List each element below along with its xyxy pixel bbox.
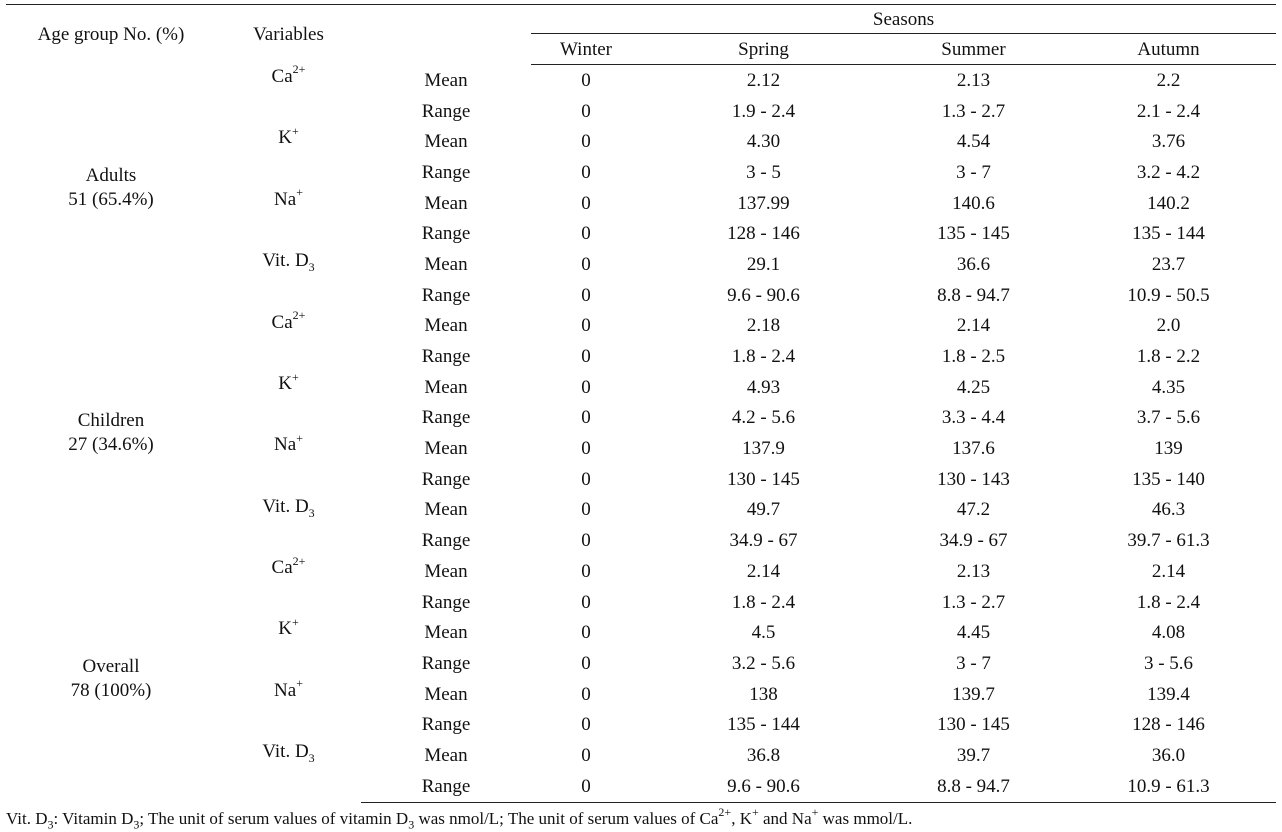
value-cell-autumn: 3.2 - 4.2 <box>1136 161 1201 183</box>
value-cell-autumn: 135 - 144 <box>1132 223 1205 245</box>
value-cell-spring: 135 - 144 <box>727 714 800 736</box>
footnote-text-3: ; The unit of serum values of vitamin D <box>139 809 409 828</box>
value-cell-summer: 130 - 143 <box>937 468 1010 490</box>
header-seasons: Seasons <box>531 5 1276 34</box>
value-cell-winter: 0 <box>581 100 591 122</box>
value-cell-summer: 39.7 <box>956 744 991 766</box>
value-cell-winter: 0 <box>581 131 591 153</box>
stat-label: Range <box>421 714 471 736</box>
value-cell-autumn: 3 - 5.6 <box>1143 652 1194 674</box>
variable-superscript: + <box>296 676 303 691</box>
stat-label: Range <box>421 346 471 368</box>
variable-label-vitd <box>216 740 361 802</box>
value-cell-autumn: 140.2 <box>1147 192 1190 214</box>
value-cell-autumn: 2.2 <box>1156 69 1181 91</box>
value-cell-spring: 128 - 146 <box>727 223 800 245</box>
value-cell-summer: 137.6 <box>952 438 995 460</box>
variable-superscript: + <box>291 369 299 384</box>
variable-base: Ca <box>271 311 293 333</box>
value-cell-summer: 8.8 - 94.7 <box>886 771 1061 802</box>
footnote-text-4: was nmol/L; The unit of serum values of Ca <box>414 809 719 828</box>
variable-label-ca <box>216 308 361 372</box>
age-group-name: Adults <box>85 164 137 186</box>
stat-label: Mean <box>424 622 468 644</box>
stat-label: Mean <box>424 315 468 337</box>
value-cell-autumn: 4.08 <box>1151 622 1186 644</box>
header-age-group: Age group No. (%) <box>6 5 216 65</box>
stat-label: Range <box>421 652 471 674</box>
stat-label: Range <box>421 407 471 429</box>
value-cell-winter: 0 <box>581 744 591 766</box>
footnote-sup-1: 2+ <box>718 805 732 820</box>
value-cell-spring: 130 - 145 <box>727 468 800 490</box>
value-cell-spring: 49.7 <box>746 499 781 521</box>
value-cell-summer: 2.13 <box>956 560 991 582</box>
variable-base: Ca <box>271 65 293 87</box>
age-group-cell <box>6 311 216 557</box>
footnote <box>6 805 1276 832</box>
value-cell-winter: 0 <box>581 315 591 337</box>
value-cell-spring: 1.8 - 2.4 <box>731 591 796 613</box>
value-cell-winter: 0 <box>581 652 591 674</box>
value-cell-winter: 0 <box>581 407 591 429</box>
stat-label: Mean <box>424 560 468 582</box>
variable-base: K <box>278 127 292 149</box>
variable-superscript: + <box>291 615 299 630</box>
value-cell-summer: 34.9 - 67 <box>939 530 1008 552</box>
variable-subscript: 3 <box>308 259 315 274</box>
age-group-name: Overall <box>82 656 140 677</box>
value-cell-autumn: 139.4 <box>1147 683 1190 705</box>
stat-label: Range <box>421 468 471 490</box>
stat-label: Range <box>421 591 471 613</box>
variable-label-k <box>216 617 361 678</box>
footnote-sub-3: 3 <box>408 817 415 832</box>
variable-label-ca <box>216 553 361 617</box>
value-cell-autumn: 3.7 - 5.6 <box>1136 407 1201 429</box>
stat-label: Range <box>421 161 471 183</box>
value-cell-winter: 0 <box>581 346 591 368</box>
value-cell-spring: 4.93 <box>746 376 781 398</box>
stat-label: Mean <box>424 744 468 766</box>
value-cell-autumn: 1.8 - 2.4 <box>1136 591 1201 613</box>
stat-label: Mean <box>424 438 468 460</box>
value-cell-winter: 0 <box>581 223 591 245</box>
value-cell-summer: 139.7 <box>952 683 995 705</box>
value-cell-summer: 130 - 145 <box>937 714 1010 736</box>
value-cell-winter: 0 <box>581 253 591 275</box>
value-cell-winter: 0 <box>581 284 591 306</box>
value-cell-spring: 1.8 - 2.4 <box>731 346 796 368</box>
variable-label-ca <box>216 62 361 127</box>
value-cell-spring: 2.12 <box>746 69 781 91</box>
stat-label: Range <box>421 223 471 245</box>
value-cell-spring: 9.6 - 90.6 <box>641 771 886 802</box>
value-cell-autumn: 46.3 <box>1151 499 1186 521</box>
variable-base: Ca <box>271 557 293 578</box>
variable-label-vitd <box>216 249 361 310</box>
stat-label: Range <box>421 530 471 552</box>
value-cell-autumn: 1.8 - 2.2 <box>1136 346 1201 368</box>
variable-base: K <box>278 372 292 394</box>
value-cell-summer: 140.6 <box>952 192 995 214</box>
value-cell-spring: 3 - 5 <box>746 161 781 183</box>
value-cell-winter: 0 <box>581 591 591 613</box>
value-cell-autumn: 36.0 <box>1151 744 1186 766</box>
value-cell-summer: 135 - 145 <box>937 223 1010 245</box>
value-cell-autumn: 23.7 <box>1151 253 1186 275</box>
value-cell-spring: 137.9 <box>742 438 785 460</box>
stat-label: Mean <box>424 192 468 214</box>
variable-base: Na <box>274 679 297 701</box>
footnote-text-5: , K <box>731 809 752 828</box>
value-cell-autumn: 139 <box>1154 438 1183 460</box>
header-stat-blank <box>361 5 531 65</box>
value-cell-autumn: 2.1 - 2.4 <box>1136 100 1201 122</box>
value-cell-spring: 137.99 <box>737 192 790 214</box>
value-cell-summer: 36.6 <box>956 253 991 275</box>
variable-label-na <box>216 185 361 249</box>
value-cell-winter: 0 <box>581 69 591 91</box>
value-cell-spring: 2.18 <box>746 315 781 337</box>
age-group-count: 51 (65.4%) <box>68 188 154 210</box>
age-group-count: 78 (100%) <box>70 680 152 701</box>
seasonal-serum-table <box>6 4 1276 803</box>
variable-base: Vit. D <box>262 741 309 763</box>
variable-superscript: + <box>296 185 303 200</box>
value-cell-summer: 1.3 - 2.7 <box>941 100 1006 122</box>
variable-label-k <box>216 369 361 433</box>
value-cell-spring: 1.9 - 2.4 <box>731 100 796 122</box>
value-cell-summer: 3 - 7 <box>956 161 991 183</box>
stat-label: Mean <box>424 131 468 153</box>
variable-subscript: 3 <box>308 750 315 765</box>
value-cell-winter: 0 <box>581 468 591 490</box>
value-cell-summer: 4.45 <box>956 622 991 644</box>
value-cell-spring: 34.9 - 67 <box>729 530 798 552</box>
value-cell-autumn: 3.76 <box>1151 131 1186 153</box>
value-cell-summer: 1.3 - 2.7 <box>941 591 1006 613</box>
value-cell-spring: 29.1 <box>746 253 781 275</box>
value-cell-winter: 0 <box>581 714 591 736</box>
table-row <box>6 556 1276 587</box>
value-cell-winter: 0 <box>581 622 591 644</box>
header-variables: Variables <box>216 5 361 65</box>
value-cell-autumn: 2.14 <box>1151 560 1186 582</box>
value-cell-summer: 2.13 <box>956 69 991 91</box>
value-cell-autumn: 135 - 140 <box>1132 468 1205 490</box>
value-cell-spring: 2.14 <box>746 560 781 582</box>
table-row <box>6 65 1276 96</box>
value-cell-autumn: 2.0 <box>1156 315 1181 337</box>
value-cell-summer: 3.3 - 4.4 <box>941 407 1006 429</box>
value-cell-winter: 0 <box>581 376 591 398</box>
variable-subscript: 3 <box>308 505 315 520</box>
footnote-text-7: was mmol/L. <box>818 809 913 828</box>
value-cell-spring: 3.2 - 5.6 <box>731 652 796 674</box>
stat-label: Range <box>421 284 471 306</box>
variable-label-na <box>216 676 361 740</box>
stat-label: Range <box>421 100 471 122</box>
value-cell-spring: 4.5 <box>751 622 776 644</box>
stat-label: Mean <box>424 499 468 521</box>
variable-base: Vit. D <box>262 495 309 517</box>
value-cell-spring: 4.2 - 5.6 <box>731 407 796 429</box>
value-cell-summer: 8.8 - 94.7 <box>937 284 1010 306</box>
age-group-cell <box>6 65 216 311</box>
value-cell-winter: 0 <box>581 161 591 183</box>
table-row <box>6 311 1276 342</box>
variable-label-vitd <box>216 495 361 556</box>
value-cell-autumn: 128 - 146 <box>1132 714 1205 736</box>
footnote-sup-2: + <box>751 805 759 820</box>
footnote-sub-2: 3 <box>133 817 140 832</box>
footnote-text-6: and Na <box>758 809 812 828</box>
footnote-sup-3: + <box>811 805 819 820</box>
variable-base: Na <box>274 188 297 210</box>
header-summer: Summer <box>886 34 1061 65</box>
variable-superscript: 2+ <box>292 553 306 568</box>
variable-superscript: + <box>296 430 303 445</box>
value-cell-winter: 0 <box>581 192 591 214</box>
age-group-name: Children <box>77 410 145 432</box>
header-spring: Spring <box>641 34 886 65</box>
value-cell-autumn: 39.7 - 61.3 <box>1127 530 1210 552</box>
variable-superscript: + <box>291 124 299 139</box>
header-autumn: Autumn <box>1061 34 1276 65</box>
variable-base: Na <box>274 434 297 456</box>
value-cell-spring: 9.6 - 90.6 <box>727 284 800 306</box>
variable-base: K <box>278 618 292 640</box>
value-cell-summer: 47.2 <box>956 499 991 521</box>
stat-label: Mean <box>424 683 468 705</box>
value-cell-winter: 0 <box>581 499 591 521</box>
value-cell-winter: 0 <box>581 530 591 552</box>
value-cell-autumn: 10.9 - 50.5 <box>1127 284 1210 306</box>
value-cell-autumn: 10.9 - 61.3 <box>1061 771 1276 802</box>
value-cell-summer: 4.54 <box>956 131 991 153</box>
stat-label: Mean <box>424 376 468 398</box>
footnote-sub-1: 3 <box>47 817 54 832</box>
value-cell-spring: 4.30 <box>746 131 781 153</box>
age-group-cell <box>6 556 216 802</box>
value-cell-summer: 2.14 <box>956 315 991 337</box>
header-winter: Winter <box>531 34 641 65</box>
variable-label-na <box>216 430 361 494</box>
value-cell-autumn: 4.35 <box>1151 376 1186 398</box>
footnote-text-1: Vit. D <box>6 809 48 828</box>
value-cell-spring: 138 <box>749 683 778 705</box>
value-cell-summer: 3 - 7 <box>956 652 991 674</box>
age-group-count: 27 (34.6%) <box>68 434 154 456</box>
stat-label: Mean <box>424 69 468 91</box>
value-cell-winter: 0 <box>531 771 641 802</box>
footnote-text-2: : Vitamin D <box>53 809 134 828</box>
value-cell-summer: 1.8 - 2.5 <box>941 346 1006 368</box>
value-cell-winter: 0 <box>581 683 591 705</box>
variable-label-k <box>216 126 361 187</box>
variable-superscript: 2+ <box>292 308 306 323</box>
variable-base: Vit. D <box>262 250 309 272</box>
stat-label: Range <box>361 771 531 802</box>
value-cell-summer: 4.25 <box>956 376 991 398</box>
stat-label: Mean <box>424 253 468 275</box>
value-cell-winter: 0 <box>581 438 591 460</box>
value-cell-spring: 36.8 <box>746 744 781 766</box>
variable-superscript: 2+ <box>292 62 306 77</box>
value-cell-winter: 0 <box>581 560 591 582</box>
